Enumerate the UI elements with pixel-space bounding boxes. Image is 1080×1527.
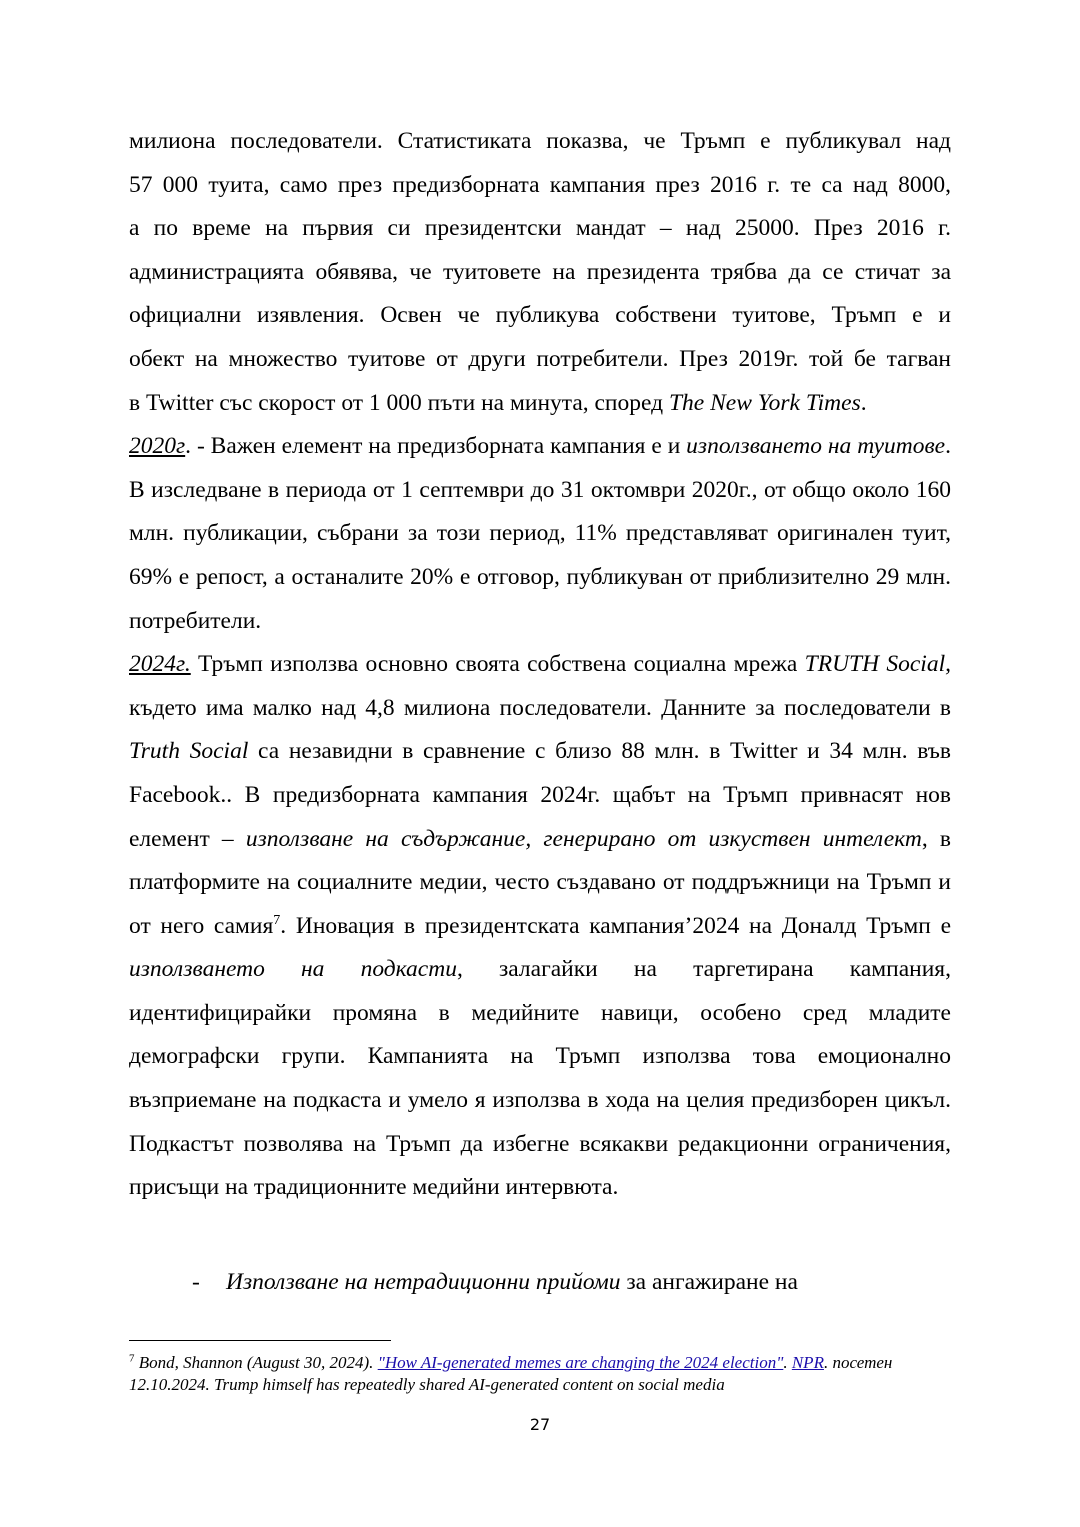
text-line: официални изявления. Освен че публикува собствени туитове, Тръмп е и: [129, 302, 951, 329]
footnote-separator: [129, 1340, 391, 1341]
text-line: обект на множество туитове от други потребители. През 2019г. той бе тагван: [129, 345, 951, 372]
emphasis-text: използването на туитове: [686, 433, 946, 460]
page-body: [129, 120, 951, 1210]
bullet-item: [192, 1261, 798, 1305]
bullet-dash: -: [192, 1269, 200, 1295]
page-number: 27: [529, 1415, 551, 1434]
emphasis-text: Truth Social: [129, 738, 249, 765]
text-line: администрацията обявява, че туитовете на президента трябва да се стичат за: [129, 258, 951, 285]
text-line: 57 000 туита, само през предизборната кампания през 2016 г. те са над 8000,: [129, 171, 951, 198]
footnote-number: 7: [129, 1352, 135, 1365]
emphasis-text: TRUTH Social,: [804, 651, 951, 678]
footnote-link-title[interactable]: "How AI-generated memes are changing the 2024 election": [377, 1353, 784, 1372]
bullet-text: за ангажиране на: [620, 1269, 798, 1295]
bullet-emphasis: Използване на нетрадиционни прийоми: [226, 1269, 621, 1295]
text-line: милиона последователи. Статистиката показва, че Тръмп е публикувал над: [129, 128, 951, 154]
year-heading-2020: 2020г: [129, 433, 186, 460]
paragraph-2020: 2020г. - Важен елемент на предизборната кампания е и използването на туитове. В изследване в периода от 1 септември до 31 октомври 2020г., от общо около 160 млн. публикации, събрани за този период, 11% представляват оригинален туит, 69% е репост, а останалите 20% е отговор, публикуван от приблизително 29 млн. потребители.: [129, 433, 951, 634]
year-heading-2024: 2024г.: [129, 651, 191, 678]
publication-title: The New York Times: [668, 389, 861, 416]
text-line: а по време на първия си президентски мандат – над 25000. През 2016 г.: [129, 215, 951, 242]
emphasis-text: използването на подкасти: [129, 956, 457, 983]
paragraph-2024: 2024г. Тръмп използва основно своята собствена социална мрежа TRUTH Social, където има малко над 4,8 милиона последователи. Данните за последователи в Truth Social са незавидни в сравнение с близо 88 млн. в Twitter и 34 млн. във Facebook.. В предизборната кампания 2024г. щабът на Тръмп привнасят нов елемент – използване на съдържание, генерирано от изкуствен интелект, в платформите на социалните медии, често създавано от поддръжници на Тръмп и от него самия$^7$. Иновация в президентската кампания’2024 на Доналд Тръмп е използването на подкасти, залагайки на таргетирана кампания, идентифицирайки промяна в медийните навици, особено сред младите демографски групи. Кампанията на Тръмп използва това емоционално възприемане на подкаста и умело я използва в хода на целия предизборен цикъл. Подкастът позволява на Тръмп да избегне всякакви редакционни ограничения, присъщи на традиционните медийни интервюта.: [129, 651, 952, 1201]
emphasis-text: използване на съдържание, генерирано от изкуствен интелект: [245, 825, 922, 852]
footnote-link-npr[interactable]: NPR: [791, 1353, 824, 1372]
footnote-ref[interactable]: 7: [273, 912, 281, 928]
paragraph-1: [129, 120, 951, 425]
footnote: $^7$ Bond, Shannon (August 30, 2024). "How AI-generated memes are changing the 2024 election". NPR. посетен 12.10.2024. Trump himself has repeatedly shared AI-generated content on social media: [129, 1352, 893, 1394]
text-line: в Twitter със скорост от 1 000 пъти на минута, според The New York Times.: [129, 389, 867, 416]
